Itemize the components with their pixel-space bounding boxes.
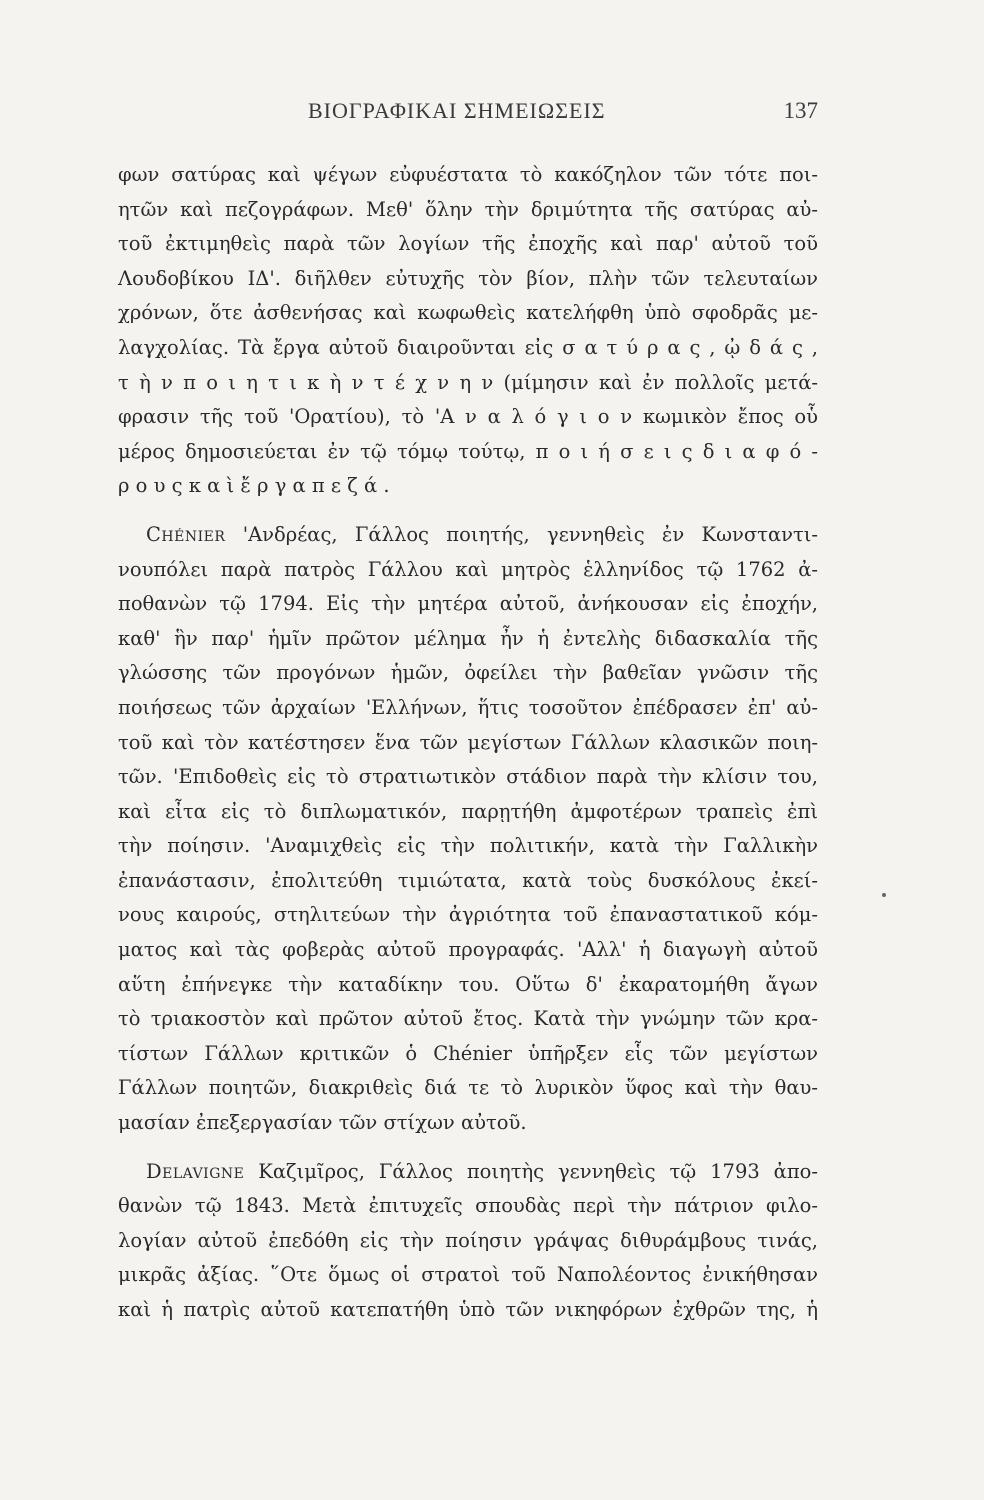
ink-speck	[882, 893, 886, 897]
text-line: τ ὴ ν π ο ι η τ ι κ ὴ ν τ έ χ ν η ν (μίμησιν καὶ ἐν πολλοῖς μετά-	[118, 370, 818, 394]
text-line: μικρᾶς ἀξίας. ῞Οτε ὅμως οἱ στρατοὶ τοῦ Ναπολέοντος ἐνικήθησαν	[118, 1263, 818, 1287]
text-line: τοῦ ἐκτιμηθεὶς παρὰ τῶν λογίων τῆς ἐποχῆς καὶ παρ' αὐτοῦ τοῦ	[118, 232, 818, 256]
text-line: χρόνων, ὅτε ἀσθενήσας καὶ κωφωθεὶς κατελήφθη ὑπὸ σφοδρᾶς με-	[118, 301, 818, 325]
text-line: μέρος δημοσιεύεται ἐν τῷ τόμῳ τούτῳ, π ο ι ή σ ε ι ς δ ι α φ ό -	[118, 439, 818, 463]
entry-name-chenier: Chénier	[146, 522, 226, 546]
text-line: ποιήσεως τῶν ἀρχαίων 'Ελλήνων, ἥτις τοσοῦτον ἐπέδρασεν ἐπ' αὐ-	[118, 695, 818, 719]
entry-first-line: Καζιμῖρος, Γάλλος ποιητὴς γεννηθεὶς τῷ 1793 ἀπο-	[258, 1159, 818, 1183]
text-line: τὸ τριακοστὸν καὶ πρῶτον αὐτοῦ ἔτος. Κατὰ τὴν γνώμην τῶν κρα-	[118, 1007, 818, 1031]
text-line: τίστων Γάλλων κριτικῶν ὁ Chénier ὑπῆρξεν εἷς τῶν μεγίστων	[118, 1041, 818, 1065]
text-line: λογίαν αὐτοῦ ἐπεδόθη εἰς τὴν ποίησιν γράψας διθυράμβους τινάς,	[118, 1228, 818, 1252]
page-number: 137	[783, 98, 818, 123]
entry-name-delavigne: Delavigne	[146, 1159, 245, 1183]
text-line: τοῦ καὶ τὸν κατέστησεν ἕνα τῶν μεγίστων Γάλλων κλασικῶν ποιη-	[118, 730, 818, 754]
body-text	[118, 158, 818, 1328]
text-line: αὕτη ἐπήνεγκε τὴν καταδίκην του. Οὕτω δ' ἐκαρατομήθη ἄγων	[118, 972, 818, 996]
text-line: ρ ο υ ς κ α ὶ ἔ ρ γ α π ε ζ ά .	[118, 474, 390, 498]
text-line: ποθανὼν τῷ 1794. Εἰς τὴν μητέρα αὐτοῦ, ἀνήκουσαν εἰς ἐποχήν,	[118, 592, 818, 616]
text-line	[118, 1155, 818, 1190]
text-line: φων σατύρας καὶ ψέγων εὐφυέστατα τὸ κακόζηλον τῶν τότε ποι-	[118, 163, 818, 186]
text-line: καὶ εἶτα εἰς τὸ διπλωματικόν, παρῃτήθη ἀμφοτέρων τραπεὶς ἐπὶ	[118, 799, 818, 823]
text-line: καθ' ἣν παρ' ἡμῖν πρῶτον μέλημα ἦν ἡ ἐντελὴς διδασκαλία τῆς	[118, 626, 818, 650]
text-line: Γάλλων ποιητῶν, διακριθεὶς διά τε τὸ λυρικὸν ὕφος καὶ τὴν θαυ-	[118, 1076, 818, 1100]
paragraph-boileau-continuation	[118, 158, 818, 504]
paragraph-chenier	[118, 518, 818, 1141]
entry-first-line: 'Ανδρέας, Γάλλος ποιητής, γεννηθεὶς ἐν Κωνσταντι-	[242, 522, 819, 546]
text-line: νους καιρούς, στηλιτεύων τὴν ἀγριότητα τοῦ ἐπαναστατικοῦ κόμ-	[118, 903, 818, 927]
text-line: Λουδοβίκου ΙΔ'. διῆλθεν εὐτυχῆς τὸν βίον, πλὴν τῶν τελευταίων	[118, 266, 818, 290]
text-line: ἐπανάστασιν, ἐπολιτεύθη τιμιώτατα, κατὰ τοὺς δυσκόλους ἐκεί-	[118, 868, 818, 892]
running-head: ΒΙΟΓΡΑΦΙΚΑΙ ΣΗΜΕΙΩΣΕΙΣ	[308, 98, 606, 123]
text-line: ητῶν καὶ πεζογράφων. Μεθ' ὅλην τὴν δριμύτητα τῆς σατύρας αὐ-	[118, 197, 818, 221]
text-line: καὶ ἡ πατρὶς αὐτοῦ κατεπατήθη ὑπὸ τῶν νικηφόρων ἐχθρῶν της, ἡ	[118, 1298, 818, 1321]
text-line: μασίαν ἐπεξεργασίαν τῶν στίχων αὐτοῦ.	[118, 1111, 527, 1135]
paragraph-delavigne	[118, 1155, 818, 1328]
text-line: τῶν. 'Επιδοθεὶς εἰς τὸ στρατιωτικὸν στάδιον παρὰ τὴν κλίσιν του,	[118, 765, 818, 789]
text-line	[118, 518, 818, 553]
text-line: γλώσσης τῶν προγόνων ἡμῶν, ὀφείλει τὴν βαθεῖαν γνῶσιν τῆς	[118, 661, 818, 685]
text-line: νουπόλει παρὰ πατρὸς Γάλλου καὶ μητρὸς ἑλληνίδος τῷ 1762 ἀ-	[118, 557, 818, 581]
text-line: θανὼν τῷ 1843. Μετὰ ἐπιτυχεῖς σπουδὰς περὶ τὴν πάτριον φιλο-	[118, 1194, 818, 1218]
text-line: λαγχολίας. Τὰ ἔργα αὐτοῦ διαιροῦνται εἰς σ α τ ύ ρ α ς , ᾠ δ ά ς ,	[118, 335, 818, 359]
text-line: τὴν ποίησιν. 'Αναμιχθεὶς εἰς τὴν πολιτικήν, κατὰ τὴν Γαλλικὴν	[118, 834, 818, 858]
text-line: ματος καὶ τὰς φοβερὰς αὐτοῦ προγραφάς. 'Αλλ' ἡ διαγωγὴ αὐτοῦ	[118, 938, 818, 962]
page-header	[118, 98, 818, 132]
text-line: φρασιν τῆς τοῦ 'Ορατίου), τὸ 'Α ν α λ ό γ ι ο ν κωμικὸν ἔπος οὗ	[118, 405, 818, 429]
